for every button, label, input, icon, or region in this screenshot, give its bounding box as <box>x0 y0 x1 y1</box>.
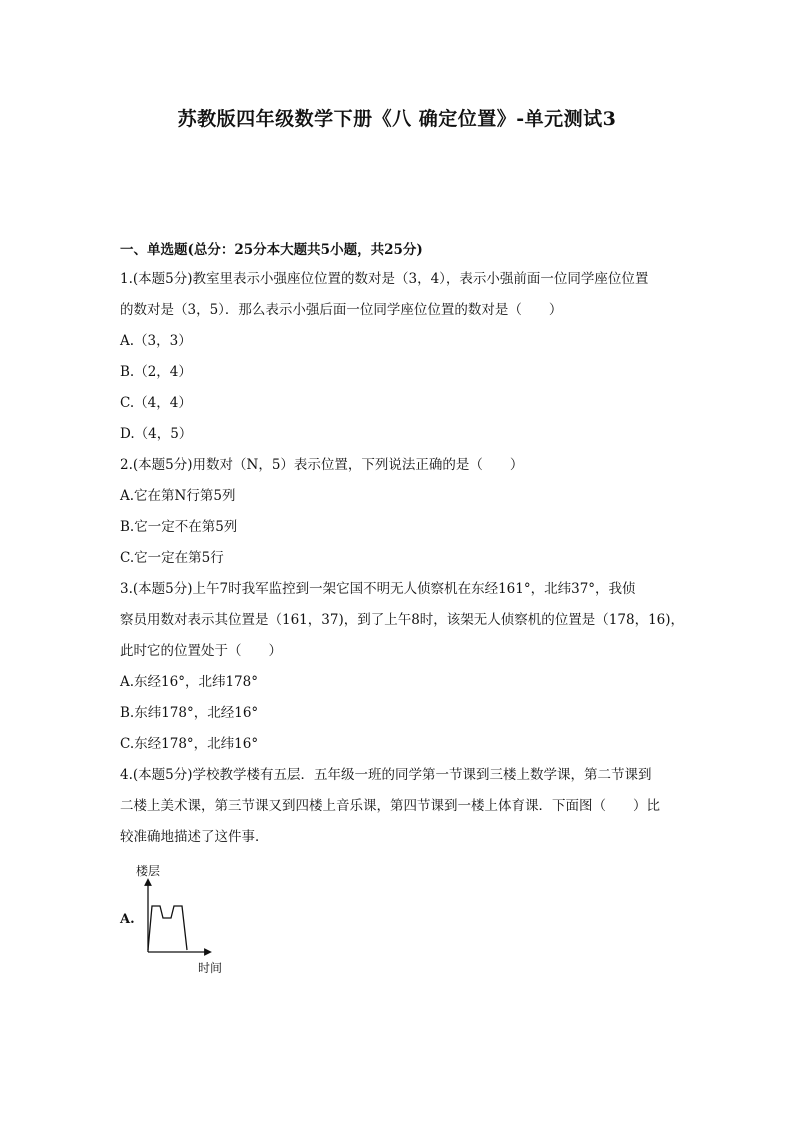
figure-a-svg <box>130 860 230 980</box>
question-3-option-a: A.东经16°，北纬178° <box>120 674 258 690</box>
figure-a-x-axis-label: 时间 <box>198 961 223 975</box>
page-title: 苏教版四年级数学下册《八 确定位置》-单元测试3 <box>177 108 617 130</box>
question-2-option-c: C.它一定在第5行 <box>120 550 224 566</box>
question-3-line-1: 3.(本题5分)上午7时我军监控到一架它国不明无人侦察机在东经161°，北纬37°，我侦 <box>120 581 636 597</box>
question-2-option-b: B.它一定不在第5列 <box>120 519 238 535</box>
question-1-option-d: D.（4，5） <box>120 426 193 442</box>
question-1-option-a: A.（3，3） <box>120 333 192 349</box>
question-4-line-3: 较准确地描述了这件事． <box>120 829 269 845</box>
question-2-option-a: A.它在第N行第5列 <box>120 488 236 504</box>
question-1-line-2: 的数对是（3，5）．那么表示小强后面一位同学座位位置的数对是（ ） <box>120 302 563 318</box>
question-1-line-1: 1.(本题5分)教室里表示小强座位位置的数对是（3，4），表示小强前面一位同学座位位置 <box>120 271 649 287</box>
section-header: 一、单选题(总分：25分本大题共5小题，共25分) <box>120 242 423 258</box>
question-1-option-b: B.（2，4） <box>120 364 192 380</box>
question-3-option-b: B.东纬178°，北经16° <box>120 705 259 721</box>
question-3-line-2: 察员用数对表示其位置是（161，37)，到了上午8时，该架无人侦察机的位置是（178，16)， <box>120 612 685 628</box>
figure-a-graph <box>130 860 230 980</box>
question-4-line-1: 4.(本题5分)学校教学楼有五层．五年级一班的同学第一节课到三楼上数学课，第二节课到 <box>120 767 652 783</box>
figure-a-y-axis-label: 楼层 <box>136 864 161 878</box>
question-3-option-c: C.东经178°，北纬16° <box>120 736 259 752</box>
figure-a-option-label: A. <box>120 912 135 927</box>
question-2-line-1: 2.(本题5分)用数对（N，5）表示位置，下列说法正确的是（ ） <box>120 457 524 473</box>
question-4-line-2: 二楼上美术课，第三节课又到四楼上音乐课，第四节课到一楼上体育课．下面图（ ）比 <box>120 798 660 814</box>
question-3-line-3: 此时它的位置处于（ ） <box>120 643 282 659</box>
question-1-option-c: C.（4，4） <box>120 395 192 411</box>
figure-a-floor-line <box>148 906 187 950</box>
